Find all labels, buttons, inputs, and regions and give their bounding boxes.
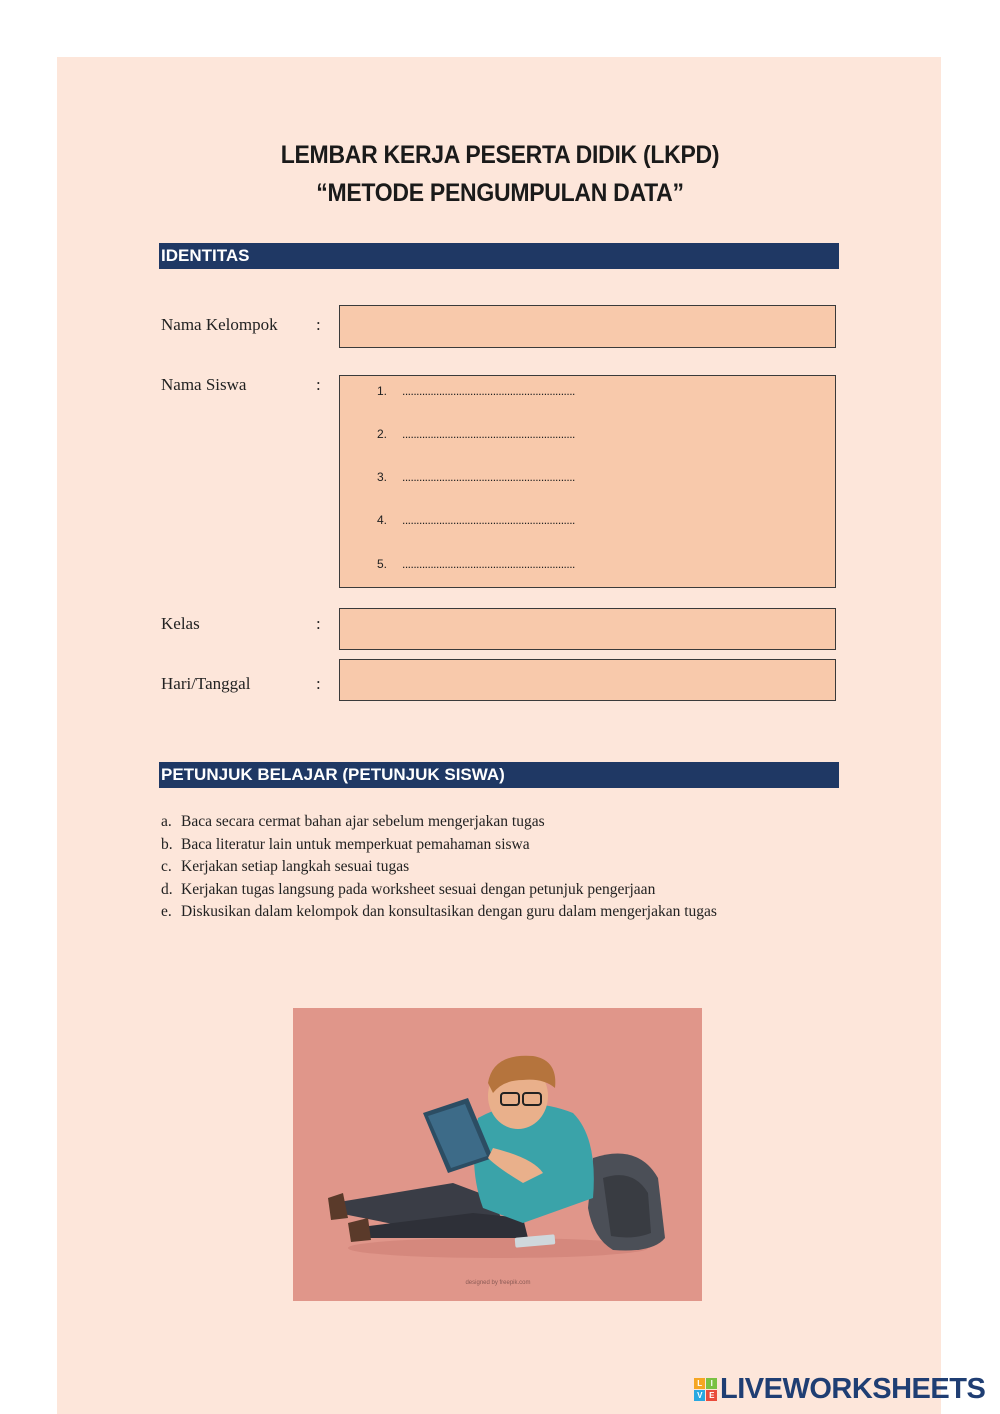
student-name-field-1[interactable]: ............................................................. — [402, 384, 575, 398]
list-item: e. Diskusikan dalam kelompok dan konsultasikan dengan guru dalam mengerjakan tugas — [161, 903, 717, 920]
kelas-field[interactable] — [339, 608, 836, 650]
student-name-field-2[interactable]: ............................................................. — [402, 427, 575, 441]
colon: : — [316, 375, 321, 394]
instruction-list — [161, 811, 717, 924]
student-name-field-3[interactable]: ............................................................. — [402, 470, 575, 484]
list-item: c. Kerjakan setiap langkah sesuai tugas — [161, 858, 410, 875]
nama-siswa-label: Nama Siswa — [161, 375, 247, 394]
liveworksheets-logo[interactable] — [694, 1373, 985, 1406]
title-line-2: “METODE PENGUMPULAN DATA” — [316, 179, 684, 207]
student-number: 2. — [377, 427, 388, 441]
kelas-label: Kelas — [161, 614, 200, 633]
list-item: a. Baca secara cermat bahan ajar sebelum mengerjakan tugas — [161, 813, 545, 830]
nama-kelompok-label: Nama Kelompok — [161, 315, 278, 334]
student-name-field-5[interactable]: ............................................................. — [402, 557, 575, 571]
student-number: 5. — [377, 557, 388, 571]
student-reading-illustration — [293, 1008, 702, 1301]
list-item: d. Kerjakan tugas langsung pada worksheet sesuai dengan petunjuk pengerjaan — [161, 880, 656, 898]
colon: : — [316, 315, 321, 334]
liveworksheets-logo-icon: L I V E — [694, 1378, 717, 1401]
hari-tanggal-label: Hari/Tanggal — [161, 674, 251, 693]
colon: : — [316, 614, 321, 633]
student-name-field-4[interactable]: ............................................................. — [402, 513, 575, 527]
student-number: 4. — [377, 513, 388, 527]
identitas-heading: IDENTITAS — [159, 243, 839, 269]
student-number: 3. — [377, 470, 388, 484]
student-number: 1. — [377, 384, 388, 398]
brand-name: LIVEWORKSHEETS — [720, 1373, 986, 1405]
title-line-1: LEMBAR KERJA PESERTA DIDIK (LKPD) — [280, 141, 720, 169]
colon: : — [316, 674, 321, 693]
petunjuk-heading: PETUNJUK BELAJAR (PETUNJUK SISWA) — [159, 762, 839, 788]
list-item: b. Baca literatur lain untuk memperkuat pemahaman siswa — [161, 835, 530, 853]
hari-tanggal-field[interactable] — [339, 659, 836, 701]
nama-kelompok-field[interactable] — [339, 305, 836, 348]
svg-text:designed by freepik.com: designed by freepik.com — [465, 1280, 531, 1286]
